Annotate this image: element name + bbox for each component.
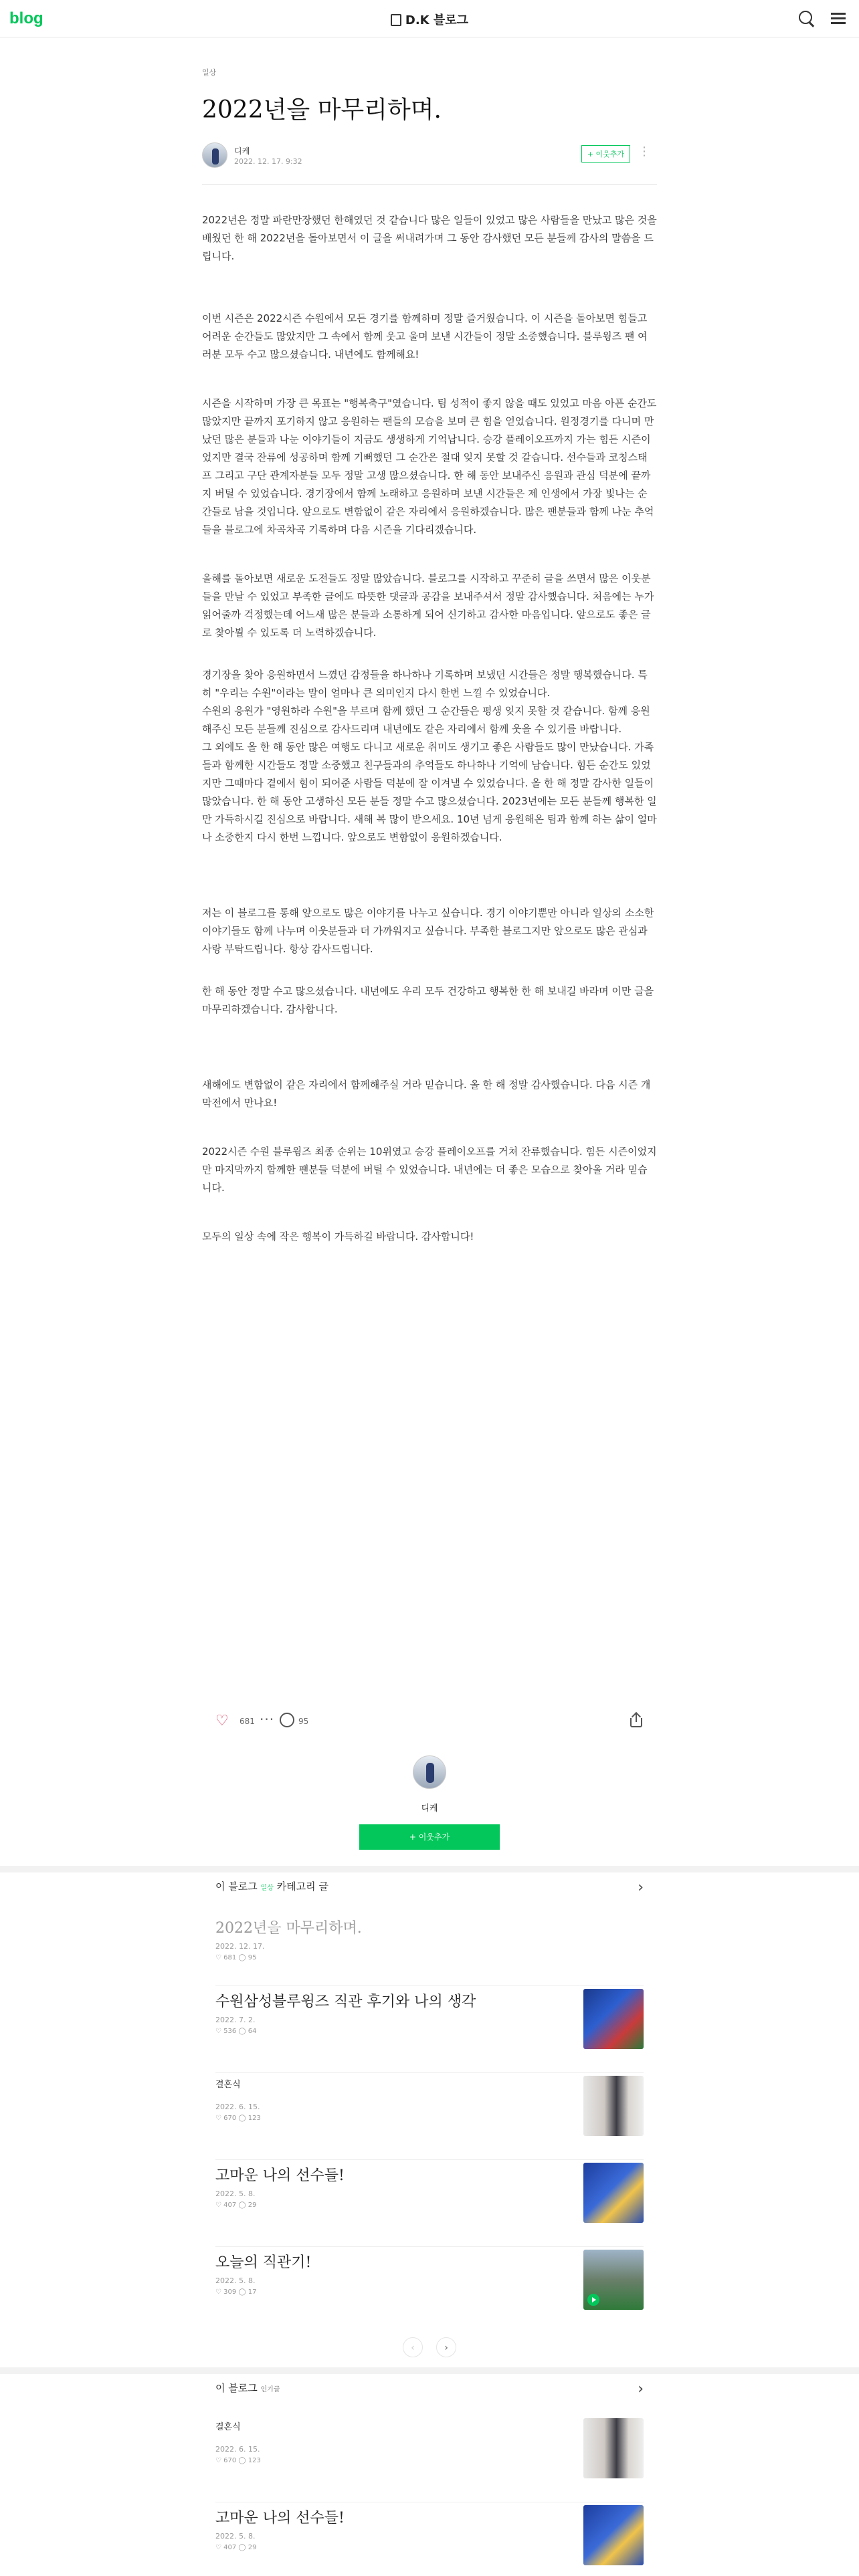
list-item-date: 2022. 5. 8.	[215, 2532, 256, 2541]
list-item-title: 2022년을 마무리하며.	[215, 1920, 362, 1937]
post-title: 2022년을 마무리하며.	[202, 96, 442, 124]
blog-title-text: D.K 블로그	[405, 13, 469, 27]
post-paragraph: 그 외에도 올 한 해 동안 많은 여행도 다니고 새로운 취미도 생기고 좋은 사람들도 많이 만났습니다. 가족들과 함께한 시간들도 정말 소중했고 친구들과의 추억들도 하나하나 기억에 남습니다. 힘든 순간도 있었지만 그때마다 곁에서 힘이 되어준 사람들 덕분에 잘 이겨낼 수 있었습니다. 올 한 해 정말 감사한 일들이 많았습니다. 한 해 동안 고생하신 모든 분들 정말 수고 많으셨습니다. 2023년에는 모든 분들께 행복한 일만 가득하시길 진심으로 바랍니다. 새해 복 많이 받으세요. 10년 넘게 응원해온 팀과 함께 하는 삶이 얼마나 소중한지 다시 한번 느낍니다. 앞으로도 변함없이 응원하겠습니다.	[202, 741, 657, 843]
comment-icon[interactable]	[280, 1713, 294, 1727]
post-paragraph: 올해를 돌아보면 새로운 도전들도 정말 많았습니다. 블로그를 시작하고 꾸준히 글을 쓰면서 많은 이웃분들을 만날 수 있었고 부족한 글에도 따뜻한 댓글과 공감을 보내주셔서 정말 감사했습니다. 처음에는 누가 읽어줄까 걱정했는데 어느새 많은 분들과 소통하게 되어 신기하고 감사한 마음입니다. 앞으로도 좋은 글로 찾아뵐 수 있도록 더 노력하겠습니다.	[202, 572, 654, 639]
list-item-thumbnail[interactable]	[583, 2250, 644, 2310]
post-paragraph: 모두의 일상 속에 작은 행복이 가득하길 바랍니다. 감사합니다!	[202, 1230, 474, 1243]
list-item[interactable]	[215, 2160, 644, 2247]
list-item-date: 2022. 6. 15.	[215, 2445, 260, 2454]
list-item-thumbnail[interactable]	[583, 2076, 644, 2136]
share-icon[interactable]	[629, 1713, 644, 1729]
author-name[interactable]: 디케	[234, 146, 250, 156]
list-item-date: 2022. 5. 8.	[215, 2189, 256, 2198]
pagination	[0, 2337, 859, 2357]
list-item-title: 고마운 나의 선수들!	[215, 2510, 345, 2527]
play-icon	[587, 2294, 599, 2306]
section-title-tag: 일상	[260, 1885, 274, 1892]
like-count: 681	[240, 1717, 255, 1726]
post-category[interactable]: 일상	[202, 68, 217, 77]
section-title-tag: 인기글	[260, 2386, 280, 2393]
list-item-stats: ♡ 681 ◯ 95	[215, 1954, 257, 1961]
post-paragraph: 이번 시즌은 2022시즌 수원에서 모든 경기를 함께하며 정말 즐거웠습니다. 이 시즌을 돌아보면 힘들고 어려운 순간들도 많았지만 그 속에서 함께 웃고 울며 보낸 시간들이 정말 소중했습니다. 블루윙즈 팬 여러분 모두 수고 많으셨습니다. 내년에도 함께해요!	[202, 312, 648, 360]
section-title-prefix: 이 블로그	[215, 2382, 258, 2394]
section-title-suffix: 카테고리 글	[276, 1881, 328, 1893]
post-paragraph: 경기장을 찾아 응원하면서 느꼈던 감정들을 하나하나 기록하며 보냈던 시간들은 정말 행복했습니다. 특히 "우리는 수원"이라는 말이 얼마나 큰 의미인지 다시 한번 느낄 수 있었습니다.	[202, 669, 648, 699]
list-item-title: 오늘의 직관기!	[215, 2254, 312, 2271]
next-page-button[interactable]: ›	[436, 2337, 456, 2357]
document-icon	[391, 14, 401, 26]
list-item-thumbnail[interactable]	[583, 2505, 644, 2565]
profile-add-neighbor-button[interactable]: + 이웃추가	[359, 1824, 500, 1850]
list-item-date: 2022. 7. 2.	[215, 2016, 256, 2024]
list-item[interactable]	[215, 1986, 644, 2073]
list-item-thumbnail[interactable]	[583, 2418, 644, 2478]
list-item-date: 2022. 12. 17.	[215, 1942, 265, 1951]
chevron-right-icon[interactable]: ›	[638, 2381, 644, 2397]
category-section-header[interactable]	[215, 1879, 644, 1906]
header-divider	[202, 184, 657, 185]
post-body	[202, 67, 657, 1246]
list-item-stats: ♡ 670 ◯ 123	[215, 2457, 261, 2464]
menu-icon[interactable]	[828, 8, 848, 28]
post-paragraph: 시즌을 시작하며 가장 큰 목표는 "행복축구"였습니다. 팀 성적이 좋지 않을 때도 있었고 마음 아픈 순간도 많았지만 끝까지 포기하지 않고 응원하는 팬들의 모습을 보며 큰 힘을 얻었습니다. 원정경기를 다니며 만났던 많은 분들과 나눈 이야기들이 지금도 생생하게 기억납니다. 승강 플레이오프까지 가는 힘든 시즌이었지만 결국 잔류에 성공하며 함께 기뻐했던 그 순간은 절대 잊지 못할 것 같습니다. 선수들과 코칭스태프 그리고 구단 관계자분들 모두 정말 고생 많으셨습니다. 한 해 동안 보내주신 응원과 관심 덕분에 끝까지 버틸 수 있었습니다. 경기장에서 함께 노래하고 응원하며 보낸 시간들은 제 인생에서 가장 빛나는 순간들로 남을 것입니다. 앞으로도 변함없이 같은 자리에서 응원하겠습니다. 많은 팬분들과 함께 나눈 추억들을 블로그에 차곡차곡 기록하며 다음 시즌을 기다리겠습니다.	[202, 397, 657, 536]
comment-count[interactable]: 95	[298, 1717, 309, 1726]
list-item-date: 2022. 5. 8.	[215, 2276, 256, 2285]
list-item[interactable]	[215, 2073, 644, 2160]
list-item[interactable]	[215, 2416, 644, 2502]
more-reactions-icon[interactable]: ···	[260, 1711, 275, 1727]
list-item-stats: ♡ 536 ◯ 64	[215, 2028, 257, 2035]
list-item-stats: ♡ 309 ◯ 17	[215, 2288, 257, 2296]
author-avatar[interactable]	[202, 142, 227, 168]
list-item[interactable]	[215, 2502, 644, 2575]
list-item-title: 결혼식	[215, 2422, 241, 2432]
search-icon[interactable]	[796, 8, 816, 28]
post-paragraph: 새해에도 변함없이 같은 자리에서 함께해주실 거라 믿습니다. 올 한 해 정말 감사했습니다. 다음 시즌 개막전에서 만나요!	[202, 1079, 651, 1109]
list-item-stats: ♡ 407 ◯ 29	[215, 2544, 257, 2551]
more-options-icon[interactable]: ⋮	[638, 144, 650, 158]
heart-icon[interactable]: ♡	[215, 1713, 229, 1729]
post-paragraph: 한 해 동안 정말 수고 많으셨습니다. 내년에도 우리 모두 건강하고 행복한 한 해 보내길 바라며 이만 글을 마무리하겠습니다. 감사합니다.	[202, 985, 654, 1015]
list-item-stats: ♡ 407 ◯ 29	[215, 2202, 257, 2209]
list-item[interactable]	[215, 2247, 644, 2334]
post-date: 2022. 12. 17. 9:32	[234, 157, 302, 166]
post-paragraph: 2022시즌 수원 블루윙즈 최종 순위는 10위였고 승강 플레이오프를 거쳐 잔류했습니다. 힘든 시즌이었지만 마지막까지 함께한 팬분들 덕분에 버틸 수 있었습니다. 내년에는 더 좋은 모습으로 찾아올 거라 믿습니다.	[202, 1146, 657, 1194]
list-item-title: 결혼식	[215, 2080, 241, 2090]
popular-section-header[interactable]	[215, 2381, 644, 2407]
list-item-stats: ♡ 670 ◯ 123	[215, 2115, 261, 2122]
section-title-prefix: 이 블로그	[215, 1881, 258, 1893]
post-paragraph: 저는 이 블로그를 통해 앞으로도 많은 이야기를 나누고 싶습니다. 경기 이야기뿐만 아니라 일상의 소소한 이야기들도 함께 나누며 이웃분들과 더 가까워지고 싶습니다. 부족한 블로그지만 앞으로도 많은 관심과 사랑 부탁드립니다. 항상 감사드립니다.	[202, 907, 654, 955]
list-item[interactable]	[215, 1913, 644, 1986]
author-profile	[0, 1755, 859, 1842]
profile-avatar[interactable]	[413, 1755, 446, 1789]
list-item-title: 수원삼성블루윙즈 직관 후기와 나의 생각	[215, 1994, 476, 2010]
post-paragraph: 2022년은 정말 파란만장했던 한해였던 것 같습니다 많은 일들이 있었고 많은 사람들을 만났고 많은 것을 배웠던 한 해 2022년을 돌아보면서 이 글을 써내려가며 그 동안 감사했던 모든 분들께 감사의 말씀을 드립니다.	[202, 214, 657, 262]
list-item-thumbnail[interactable]	[583, 2163, 644, 2223]
blog-logo[interactable]: blog	[9, 9, 43, 27]
list-item-thumbnail[interactable]	[583, 1989, 644, 2049]
reaction-bar	[215, 1709, 644, 1735]
list-item-date: 2022. 6. 15.	[215, 2103, 260, 2111]
author-row	[202, 142, 657, 172]
chevron-right-icon[interactable]: ›	[638, 1879, 644, 1896]
post-paragraph: 수원의 응원가 "영원하라 수원"을 부르며 함께 했던 그 순간들은 평생 잊지 못할 것 같습니다. 함께 응원해주신 모든 분들께 진심으로 감사드리며 내년에도 같은 자리에서 함께 웃을 수 있기를 바랍니다.	[202, 705, 650, 735]
list-item-title: 고마운 나의 선수들!	[215, 2167, 345, 2184]
prev-page-button[interactable]: ‹	[403, 2337, 423, 2357]
top-header	[0, 0, 859, 37]
section-separator	[0, 1866, 859, 1872]
profile-name[interactable]: 디케	[421, 1804, 438, 1814]
blog-title[interactable]	[0, 11, 859, 28]
add-neighbor-button[interactable]: + 이웃추가	[581, 145, 630, 163]
section-separator	[0, 2367, 859, 2374]
